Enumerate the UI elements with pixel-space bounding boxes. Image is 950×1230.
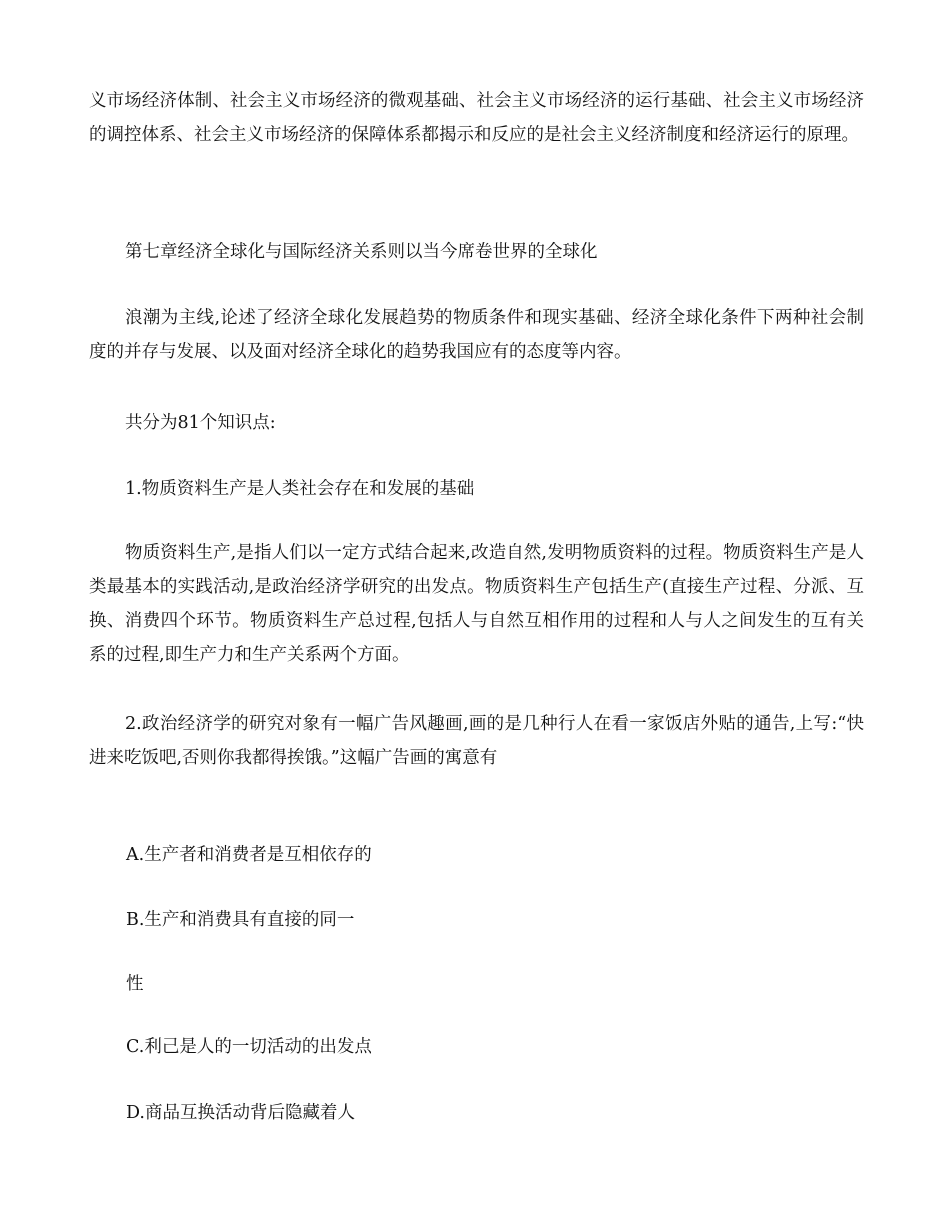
- option-d: D.商品互换活动背后隐藏着人: [126, 1103, 355, 1123]
- paragraph-knowledge-count: 共分为81个知识点:: [125, 413, 276, 433]
- option-b-continuation: 性: [126, 974, 144, 994]
- question-item-2: 2.政治经济学的研究对象有一幅广告风趣画,画的是几种行人在看一家饭店外贴的通告,上写:“快进来吃饭吧,否则你我都得挨饿。”这幅广告画的寓意有: [89, 714, 864, 768]
- paragraph-globalization: 浪潮为主线,论述了经济全球化发展趋势的物质条件和现实基础、经济全球化条件下两种社会制度的并存与发展、以及面对经济全球化的趋势我国应有的态度等内容。: [89, 308, 864, 362]
- option-a: A.生产者和消费者是互相依存的: [126, 845, 372, 865]
- heading-item-1: 1.物质资料生产是人类社会存在和发展的基础: [125, 479, 475, 499]
- option-c: C.利己是人的一切活动的出发点: [126, 1037, 372, 1057]
- paragraph-continuation: 义市场经济体制、社会主义市场经济的微观基础、社会主义市场经济的运行基础、社会主义市场经济的调控体系、社会主义市场经济的保障体系都揭示和反应的是社会主义经济制度和经济运行的原理。: [89, 91, 864, 145]
- paragraph-chapter-seven: 第七章经济全球化与国际经济关系则以当今席卷世界的全球化: [125, 242, 598, 262]
- paragraph-material-production: 物质资料生产,是指人们以一定方式结合起来,改造自然,发明物质资料的过程。物质资料生产是人类最基本的实践活动,是政治经济学研究的出发点。物质资料生产包括生产(直接生产过程、分派、互换、消费四个环节。物质资料生产总过程,包括人与自然互相作用的过程和人与人之间发生的互有关系的过程,即生产力和生产关系两个方面。: [89, 543, 864, 665]
- option-b: B.生产和消费具有直接的同一: [126, 910, 355, 930]
